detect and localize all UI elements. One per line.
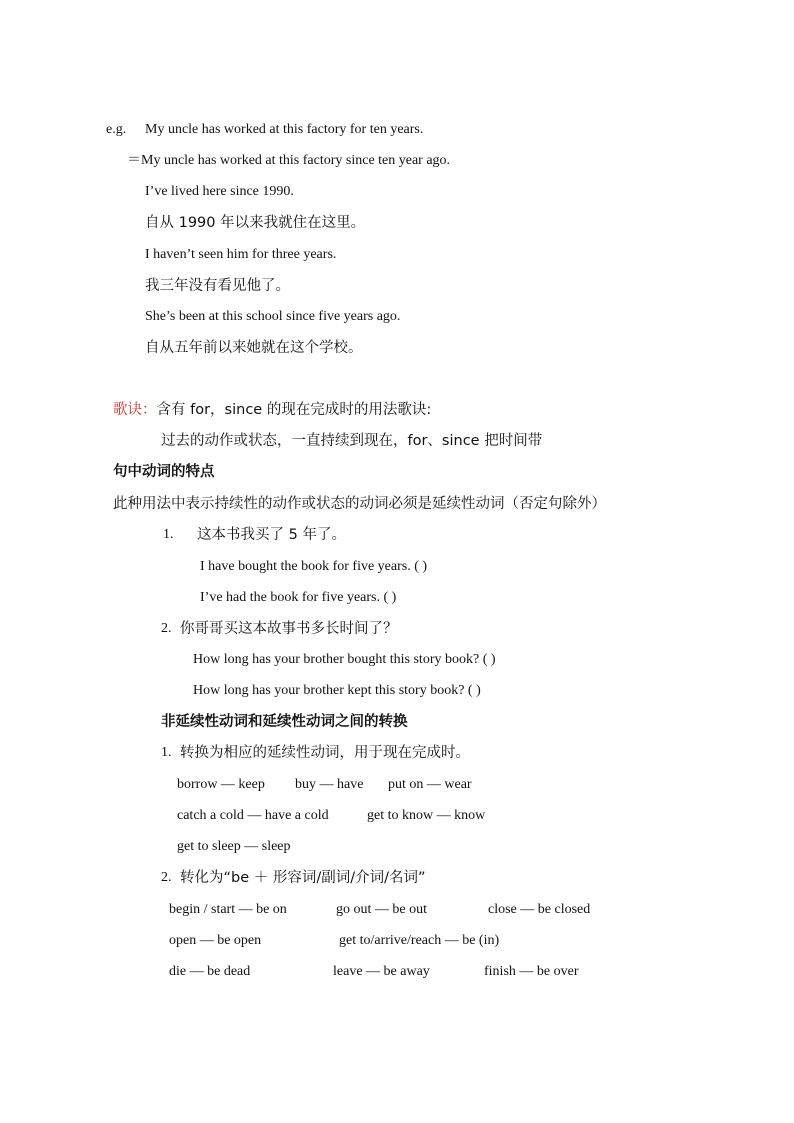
pair-close: close — be closed — [488, 902, 591, 917]
pair-get-to-arrive-reach: get to/arrive/reach — be (in) — [339, 933, 500, 948]
pair-go-out: go out — be out — [336, 902, 427, 917]
question-1-prompt: 这本书我买了 5 年了。 — [197, 527, 346, 543]
example-sentence-2: ＝My uncle has worked at this factory since ten year ago. — [127, 153, 451, 168]
example-translation-5: 自从五年前以来她就在这个学校。 — [145, 340, 363, 356]
conversion-item-1-number: 1. — [161, 745, 172, 760]
mnemonic-line — [113, 400, 431, 420]
question-2-option-b: How long has your brother kept this story book? ( ) — [193, 683, 481, 698]
question-1-option-a: I have bought the book for five years. ( ) — [200, 559, 428, 574]
mnemonic-body: 过去的动作或状态，一直持续到现在，for、since 把时间带 — [161, 433, 543, 449]
example-sentence-3: I’ve lived here since 1990. — [145, 184, 294, 199]
question-2-option-a: How long has your brother bought this story book? ( ) — [193, 652, 496, 667]
pair-catch-cold: catch a cold — have a cold — [177, 808, 329, 823]
example-sentence-1: My uncle has worked at this factory for ten years. — [145, 122, 424, 137]
mnemonic-label: 歌诀： — [113, 402, 157, 418]
pair-buy-have: buy — have — [295, 777, 364, 792]
pair-borrow-keep: borrow — keep — [177, 777, 265, 792]
pair-open: open — be open — [169, 933, 262, 948]
question-2-number: 2. — [161, 621, 172, 636]
section-heading-conversion: 非延续性动词和延续性动词之间的转换 — [161, 714, 408, 730]
pair-get-to-sleep: get to sleep — sleep — [177, 839, 291, 854]
section-heading-verb-features: 句中动词的特点 — [113, 464, 215, 480]
conversion-item-2-title: 转化为“be ＋ 形容词/副词/介词/名词” — [180, 870, 426, 886]
pair-die: die — be dead — [169, 964, 251, 979]
question-1-number: 1. — [163, 527, 174, 542]
mnemonic-text: 含有 for，since 的现在完成时的用法歌诀: — [156, 402, 432, 418]
section-rule: 此种用法中表示持续性的动作或状态的动词必须是延续性动词（否定句除外） — [113, 496, 606, 512]
example-translation-3: 自从 1990 年以来我就住在这里。 — [145, 215, 366, 231]
pair-leave: leave — be away — [333, 964, 430, 979]
example-sentence-5: She’s been at this school since five years ago. — [145, 309, 401, 324]
question-1-option-b: I’ve had the book for five years. ( ) — [200, 590, 397, 605]
pair-put-on-wear: put on — wear — [388, 777, 472, 792]
pair-finish: finish — be over — [484, 964, 579, 979]
eg-label: e.g. — [106, 122, 127, 137]
pair-get-to-know: get to know — know — [367, 808, 486, 823]
example-sentence-4: I haven’t seen him for three years. — [145, 247, 337, 262]
conversion-item-1-title: 转换为相应的延续性动词，用于现在完成时。 — [180, 745, 470, 761]
example-translation-4: 我三年没有看见他了。 — [145, 278, 290, 294]
pair-begin-start: begin / start — be on — [169, 902, 287, 917]
conversion-item-2-number: 2. — [161, 870, 172, 885]
question-2-prompt: 你哥哥买这本故事书多长时间了？ — [180, 621, 398, 637]
